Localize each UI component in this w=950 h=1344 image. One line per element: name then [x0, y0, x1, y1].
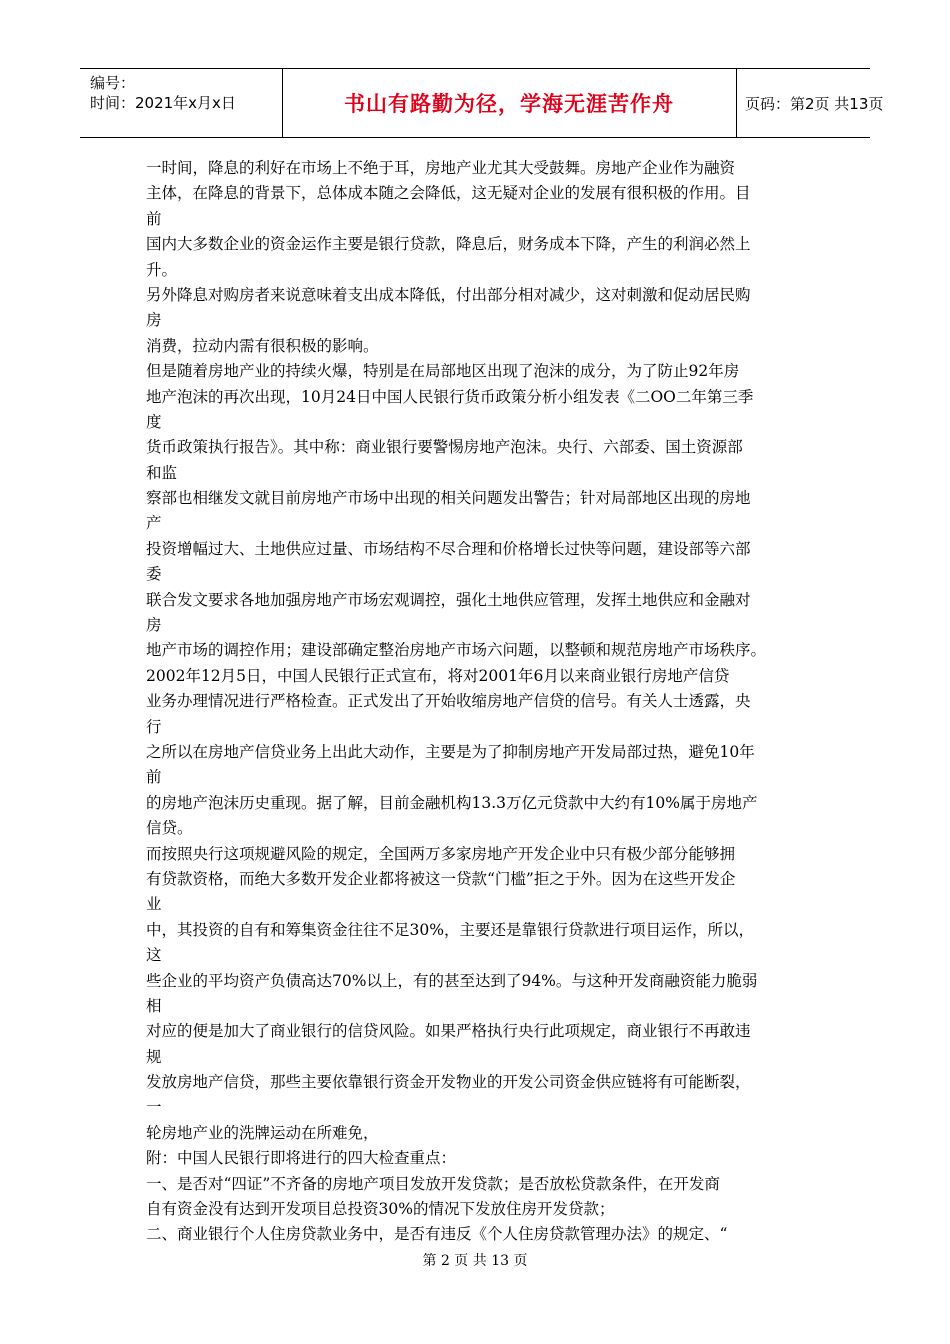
body-text-line: 2002年12月5日，中国人民银行正式宣布，将对2001年6月以来商业银行房地产信贷 [146, 666, 730, 685]
header-meta-cell [80, 69, 283, 137]
body-text-line: 而按照央行这项规避风险的规定，全国两万多家房地产开发企业中只有极少部分能够拥 [146, 844, 736, 863]
body-text-line: 自有资金没有达到开发项目总投资30%的情况下发放住房开发贷款； [146, 1200, 615, 1219]
page-footer: 第 2 页 共 13 页 [422, 1253, 528, 1269]
header-motto-cell [282, 69, 737, 137]
body-text-line: 对应的便是加大了商业银行的信贷风险。如果严格执行央行此项规定，商业银行不再敢违 [146, 1022, 751, 1041]
body-text-line: 轮房地产业的洗牌运动在所难免， [146, 1123, 379, 1142]
header-page-info: 页码：第2页 共13页 [745, 94, 884, 113]
body-text-line: 二、商业银行个人住房贷款业务中，是否有违反《个人住房贷款管理办法》的规定、“ [146, 1225, 728, 1244]
body-text-line: 行 [146, 717, 162, 736]
body-text-line: 前 [146, 768, 162, 787]
body-text-line: 规 [146, 1047, 162, 1066]
body-text-line: 一时间，降息的利好在市场上不绝于耳，房地产业尤其大受鼓舞。房地产企业作为融资 [146, 159, 736, 177]
body-text-line: 一、是否对“四证”不齐备的房地产项目发放开发贷款；是否放松贷款条件，在开发商 [146, 1174, 720, 1193]
body-text-line: 升。 [146, 260, 178, 279]
body-text-line: 和监 [146, 463, 178, 482]
body-text-line: 另外降息对购房者来说意味着支出成本降低，付出部分相对减少，这对刺激和促动居民购 [146, 285, 751, 304]
body-text-line: 察部也相继发文就目前房地产市场中出现的相关问题发出警告；针对局部地区出现的房地 [146, 489, 751, 508]
body-text-line: 房 [146, 311, 162, 330]
body-text-line: 主体，在降息的背景下，总体成本随之会降低，这无疑对企业的发展有很积极的作用。目 [146, 184, 751, 203]
body-text-line: 房 [146, 616, 162, 635]
document-date: 时间：2021年x月x日 [90, 94, 236, 112]
body-text-line: 发放房地产信贷，那些主要依靠银行资金开发物业的开发公司资金供应链将有可能断裂， [146, 1073, 751, 1092]
body-text-line: 产 [146, 514, 162, 533]
body-text-line: 国内大多数企业的资金运作主要是银行贷款，降息后，财务成本下降，产生的利润必然上 [146, 235, 751, 254]
body-text-line: 附：中国人民银行即将进行的四大检查重点： [146, 1149, 457, 1168]
body-text-line: 投资增幅过大、土地供应过量、市场结构不尽合理和价格增长过快等问题，建设部等六部 [146, 539, 751, 558]
body-text-line: 些企业的平均资产负债高达70%以上，有的甚至达到了94%。与这种开发商融资能力脆弱 [146, 971, 758, 990]
body-text-line: 委 [146, 565, 162, 584]
body-text-line: 中，其投资的自有和筹集资金往往不足30%，主要还是靠银行贷款进行项目运作，所以， [146, 920, 754, 939]
body-text-line: 业务办理情况进行严格检查。正式发出了开始收缩房地产信贷的信号。有关人士透露，央 [146, 692, 751, 711]
body-text-line: 前 [146, 209, 162, 228]
body-text-line: 一 [146, 1098, 162, 1117]
body-text-line: 但是随着房地产业的持续火爆，特别是在局部地区出现了泡沫的成分，为了防止92年房 [146, 362, 740, 381]
body-text-line: 地产市场的调控作用；建设部确定整治房地产市场六问题，以整顿和规范房地产市场秩序。 [146, 641, 767, 660]
body-text-line: 地产泡沫的再次出现，10月24日中国人民银行货币政策分析小组发表《二OO二年第三季 [146, 387, 754, 406]
body-text-line: 货币政策执行报告》。其中称：商业银行要警惕房地产泡沫。央行、六部委、国土资源部 [146, 438, 743, 457]
body-text-line: 这 [146, 946, 162, 965]
header-page-cell [737, 69, 884, 137]
body-text-line: 业 [146, 895, 162, 914]
body-text-line: 消费，拉动内需有很积极的影响。 [146, 336, 379, 355]
body-text-line: 信贷。 [146, 819, 193, 838]
body-text-line: 度 [146, 412, 162, 431]
body-text-line: 相 [146, 996, 162, 1015]
header-motto: 书山有路勤为径，学海无涯苦作舟 [344, 92, 674, 116]
document-header [80, 68, 884, 138]
document-number-label: 编号： [90, 74, 136, 92]
document-body [146, 156, 816, 1248]
body-text-line: 有贷款资格，而绝大多数开发企业都将被这一贷款“门槛”拒之于外。因为在这些开发企 [146, 869, 736, 888]
body-text-line: 的房地产泡沫历史重现。据了解，目前金融机构13.3万亿元贷款中大约有10%属于房地产 [146, 793, 758, 812]
body-text-line: 之所以在房地产信贷业务上出此大动作，主要是为了抑制房地产开发局部过热，避免10年 [146, 742, 755, 761]
body-text-line: 联合发文要求各地加强房地产市场宏观调控，强化土地供应管理，发挥土地供应和金融对 [146, 590, 751, 609]
